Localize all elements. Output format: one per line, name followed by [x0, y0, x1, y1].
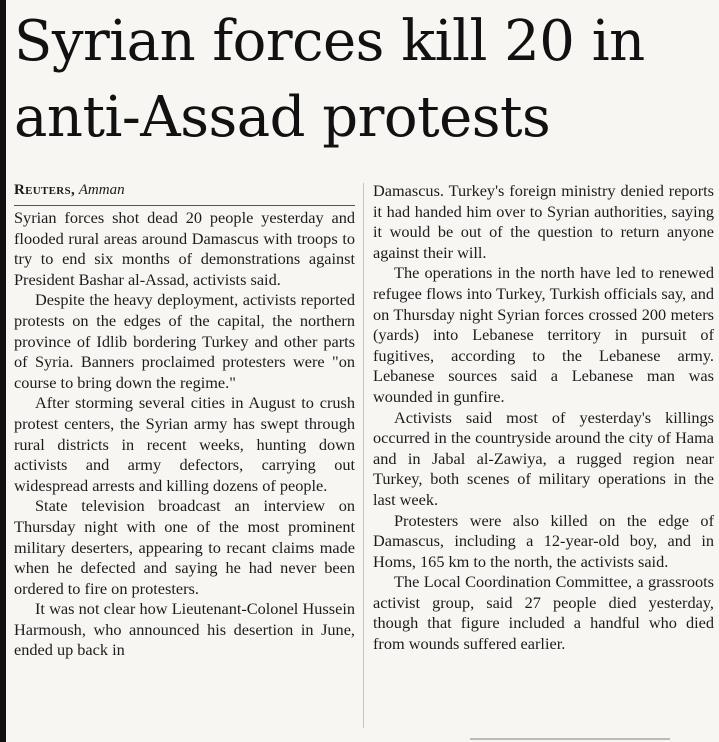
article-paragraph: Protesters were also killed on the edge of Damascus, including a 12-year-old boy, and in Homs, 165 km to the north, the activists said.	[373, 510, 714, 571]
article-paragraph: The operations in the north have led to renewed refugee flows into Turkey, Turkish officials say, and on Thursday night Syrian forces crossed 200 meters (yards) into Lebanese territory in pursuit of fugitives, according to the Lebanese army. Lebanese sources said a Lebanese man was wounded in gunfire.	[373, 263, 714, 406]
article-paragraph: The Local Coordination Committee, a grassroots activist group, said 27 people died yesterday, though that figure included a handful who died from wounds suffered earlier.	[373, 572, 714, 654]
column-divider	[363, 183, 364, 728]
article-paragraph: Despite the heavy deployment, activists reported protests on the edges of the capital, the northern province of Idlib bordering Turkey and other parts of Syria. Banners proclaimed protesters were "on course to bring down the regime."	[14, 290, 355, 392]
article-column-left	[14, 181, 355, 661]
headline: Syrian forces kill 20 in anti-Assad protests	[14, 9, 645, 150]
article-column-right	[373, 181, 714, 655]
article-paragraph: Activists said most of yesterday's killings occurred in the countryside around the city of Hama and in Jabal al-Zawiya, a rugged region near Turkey, both scenes of military operations in the last week.	[373, 407, 714, 509]
article-paragraph: State television broadcast an interview on Thursday night with one of the most prominent military deserters, appearing to recant claims made when he defected and saying he had never been ordered to fire on protesters.	[14, 496, 355, 598]
page-edge-bar	[0, 0, 6, 742]
byline	[14, 181, 355, 206]
article-paragraph-continued: Damascus. Turkey's foreign ministry denied reports it had handed him over to Syrian authorities, saying it would be out of the question to return anyone against their will.	[373, 181, 714, 262]
bottom-rule	[470, 738, 670, 740]
byline-location: Amman	[78, 182, 125, 198]
article-paragraph: After storming several cities in August to crush protest centers, the Syrian army has swept through rural districts in recent weeks, hunting down activists and army defectors, carrying out widespread arrests and killing dozens of people.	[14, 393, 355, 495]
byline-agency: Reuters,	[14, 182, 75, 198]
article-paragraph: It was not clear how Lieutenant-Colonel Hussein Harmoush, who announced his desertion in June, ended up back in	[14, 599, 355, 660]
article-paragraph: Syrian forces shot dead 20 people yesterday and flooded rural areas around Damascus with troops to try to end six months of demonstrations against President Bashar al-Assad, activists said.	[14, 208, 355, 289]
